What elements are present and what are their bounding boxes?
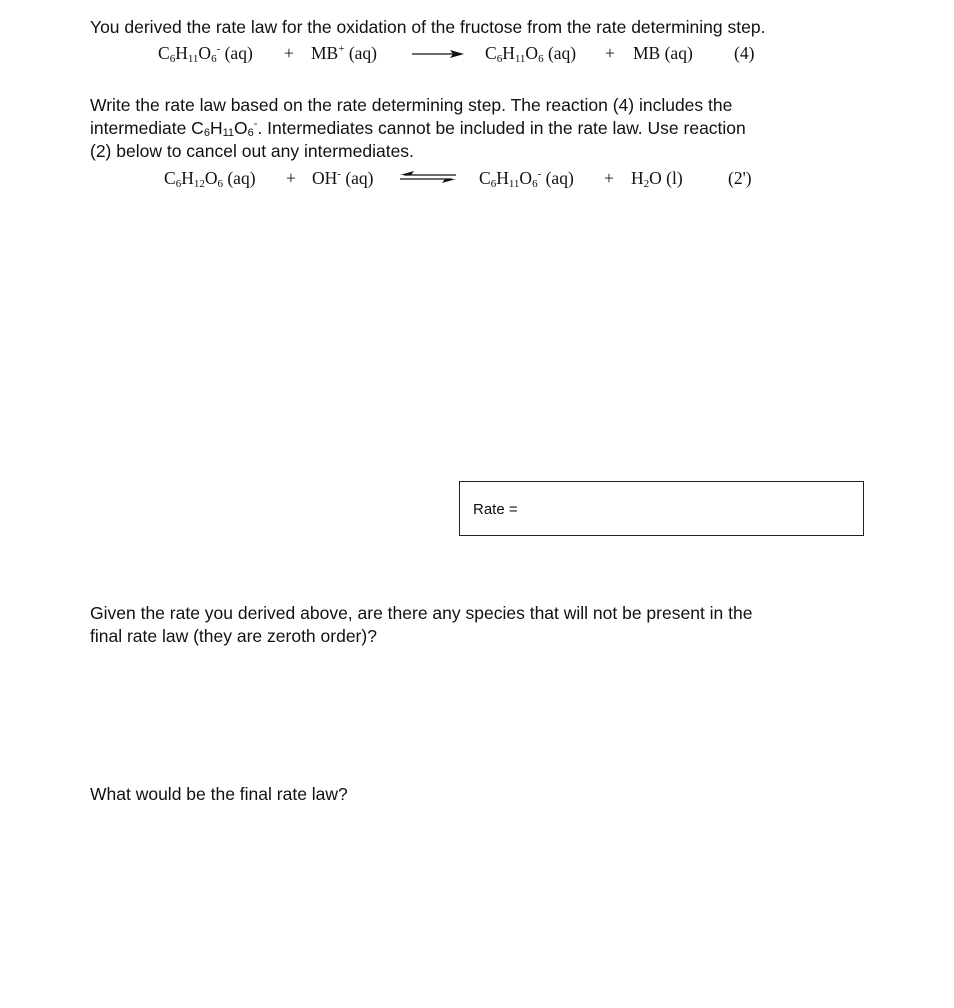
reaction-4-product-1: $C_6H_{11}O_6$ (aq) <box>485 43 577 65</box>
equilibrium-arrow-icon <box>400 170 456 184</box>
reaction-2-plus-1: + <box>286 168 296 188</box>
question-2-line-1: Given the rate you derived above, are there any species that will not be present in the <box>90 603 753 623</box>
reaction-2-reactant-1: $C_6H_{12}O_6$ (aq) <box>164 168 256 190</box>
reaction-4-reactant-1: $C_6H_{11}O_6^-$ (aq) <box>158 43 253 65</box>
reaction-4-plus-1: + <box>284 43 294 63</box>
reaction-2-plus-2: + <box>604 168 614 188</box>
reaction-2-product-1: $C_6H_{11}O_6^-$ (aq) <box>479 168 574 190</box>
reaction-4-plus-2: + <box>605 43 615 63</box>
rate-label: Rate = <box>473 501 518 518</box>
question-3-text: What would be the final rate law? <box>90 784 348 804</box>
instructions-line-2: intermediate $C_6H_{11}O_6^-$. Intermediates cannot be included in the rate law. Use reaction <box>90 118 746 139</box>
forward-arrow-icon <box>412 47 464 61</box>
rate-answer-box[interactable] <box>459 481 864 536</box>
reaction-2-number: (2') <box>728 168 752 188</box>
reaction-2-product-2: $H_2O$ (l) <box>631 168 683 190</box>
question-2-line-2: final rate law (they are zeroth order)? <box>90 626 377 646</box>
reaction-4-product-2: MB (aq) <box>633 43 693 63</box>
reaction-4-reactant-2: MB+ (aq) <box>311 43 378 63</box>
reaction-2-reactant-2: OH- (aq) <box>312 168 374 188</box>
intro-text: You derived the rate law for the oxidation of the fructose from the rate determining step. <box>90 17 766 37</box>
instructions-line-3: (2) below to cancel out any intermediates. <box>90 141 414 161</box>
instructions-line-1: Write the rate law based on the rate determining step. The reaction (4) includes the <box>90 95 733 115</box>
reaction-4-number: (4) <box>734 43 755 63</box>
